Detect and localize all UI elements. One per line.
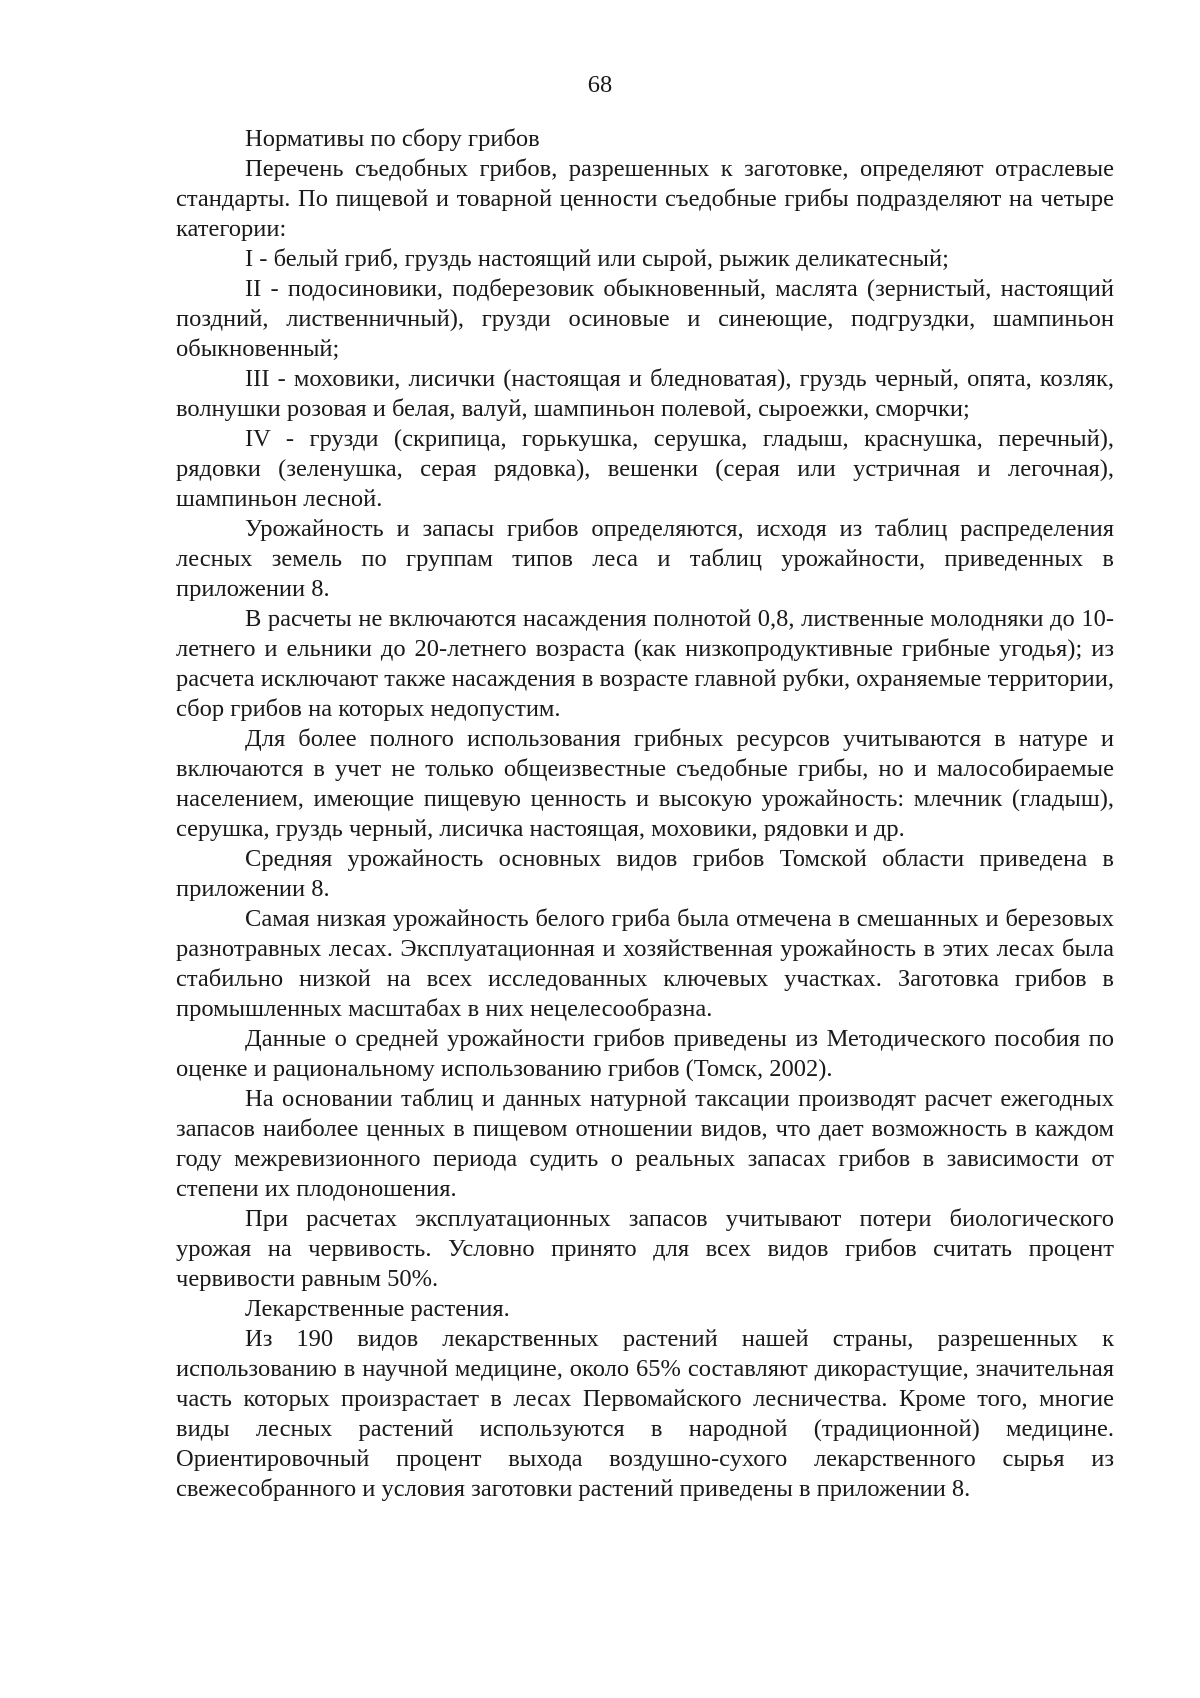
paragraph-category-4: IV - грузди (скрипица, горькушка, серушка, гладыш, краснушка, перечный), рядовки (зеленушка, серая рядовка), вешенки (серая или устричная и легочная), шампиньон лесной. [176, 425, 1114, 512]
paragraph-medicinal-plants: Из 190 видов лекарственных растений нашей страны, разрешенных к использованию в научной медицине, около 65% составляют дикорастущие, значительная часть которых произрастает в лесах Первомайского лесничества. Кроме того, многие виды лесных растений используются в народной (традиционной) медицине. Ориентировочный процент выхода воздушно-сухого лекарственного сырья из свежесобранного и условия заготовки растений приведены в приложении 8. [176, 1325, 1114, 1502]
paragraph-category-1: I - белый гриб, груздь настоящий или сырой, рыжик деликатесный; [245, 245, 949, 272]
section-heading-mushrooms: Нормативы по сбору грибов [245, 125, 540, 152]
paragraph-category-3: III - моховики, лисички (настоящая и бледноватая), груздь черный, опята, козляк, волнушки розовая и белая, валуй, шампиньон полевой, сыроежки, сморчки; [176, 365, 1114, 422]
paragraph-edible-list-intro: Перечень съедобных грибов, разрешенных к заготовке, определяют отраслевые стандарты. По пищевой и товарной ценности съедобные грибы подразделяют на четыре категории: [176, 155, 1114, 242]
paragraph-category-2: II - подосиновики, подберезовик обыкновенный, маслята (зернистый, настоящий поздний, лиственничный), грузди осиновые и синеющие, подгруздки, шампиньон обыкновенный; [176, 275, 1114, 362]
paragraph-resource-usage: Для более полного использования грибных ресурсов учитываются в натуре и включаются в учет не только общеизвестные съедобные грибы, но и малособираемые населением, имеющие пищевую ценность и высокую урожайность: млечник (гладыш), серушка, груздь черный, лисичка настоящая, моховики, рядовки и др. [176, 725, 1114, 842]
paragraph-average-yield: Средняя урожайность основных видов грибов Томской области приведена в приложении 8. [176, 845, 1114, 902]
paragraph-calculation-exclusions: В расчеты не включаются насаждения полнотой 0,8, лиственные молодняки до 10-летнего и ельники до 20-летнего возраста (как низкопродуктивные грибные угодья); из расчета исключают также насаждения в возрасте главной рубки, охраняемые территории, сбор грибов на которых недопустим. [176, 605, 1114, 722]
paragraph-data-source: Данные о средней урожайности грибов приведены из Методического пособия по оценке и рациональному использованию грибов (Томск, 2002). [176, 1025, 1114, 1082]
paragraph-lowest-yield: Самая низкая урожайность белого гриба была отмечена в смешанных и березовых разнотравных лесах. Эксплуатационная и хозяйственная урожайность в этих лесах была стабильно низкой на всех исследованных ключевых участках. Заготовка грибов в промышленных масштабах в них нецелесообразна. [176, 905, 1114, 1022]
section-heading-medicinal-plants: Лекарственные растения. [245, 1295, 510, 1322]
paragraph-worm-losses: При расчетах эксплуатационных запасов учитывают потери биологического урожая на червивость. Условно принято для всех видов грибов считать процент червивости равным 50%. [176, 1205, 1114, 1292]
body-text [176, 124, 1114, 1504]
paragraph-annual-reserves: На основании таблиц и данных натурной таксации производят расчет ежегодных запасов наиболее ценных в пищевом отношении видов, что дает возможность в каждом году межревизионного периода судить о реальных запасах грибов в зависимости от степени их плодоношения. [176, 1085, 1114, 1202]
page-number: 68 [587, 71, 613, 98]
paragraph-yield-reserves: Урожайность и запасы грибов определяются, исходя из таблиц распределения лесных земель по группам типов леса и таблиц урожайности, приведенных в приложении 8. [176, 515, 1114, 602]
